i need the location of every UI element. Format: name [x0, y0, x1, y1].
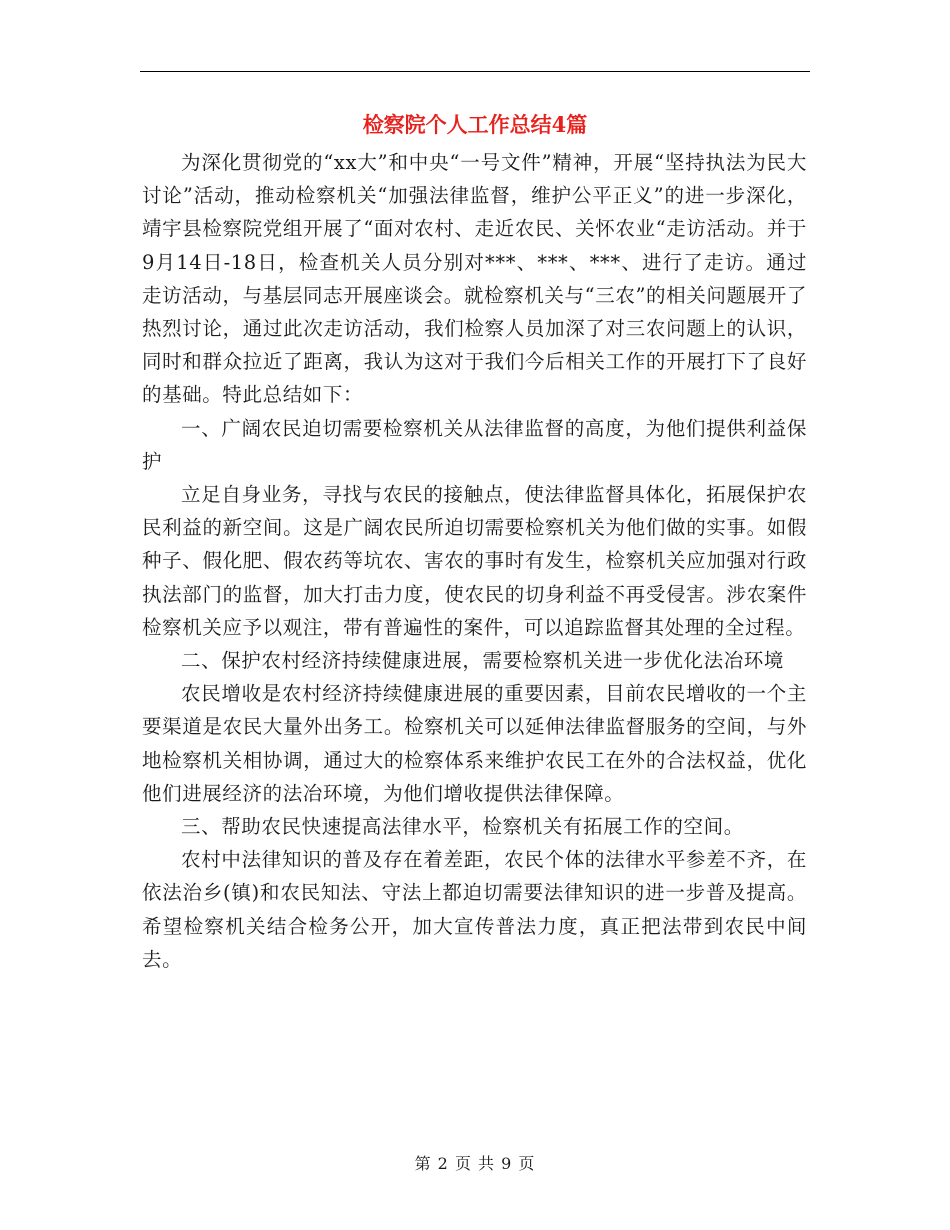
header-rule [140, 71, 810, 72]
section-heading-3: 三、帮助农民快速提高法律水平，检察机关有拓展工作的空间。 [181, 815, 744, 839]
intro-paragraph: 为深化贯彻党的“xx大”和中央“一号文件”精神，开展“坚持执法为民大讨论”活动，推动检察机关“加强法律监督，维护公平正义”的进一步深化，靖宇县检察院党组开展了“面对农村、走近农民、关怀农业“走访活动。并于9月14日-18日，检查机关人员分别对***、***、***、进行了走访。通过走访活动，与基层同志开展座谈会。就检察机关与“三农”的相关问题展开了热烈讨论，通过此次走访活动，我们检察人员加深了对三农问题上的认识，同时和群众拉近了距离，我认为这对于我们今后相关工作的开展打下了良好的基础。特此总结如下： [142, 151, 807, 407]
section-heading-2: 二、保护农村经济持续健康进展，需要检察机关进一步优化法冶环境 [181, 649, 785, 673]
page-number: 第 2 页 共 9 页 [414, 1154, 536, 1173]
document-body [142, 146, 807, 976]
document-title: 检察院个人工作总结4篇 [362, 112, 588, 137]
section-body-3: 农村中法律知识的普及存在着差距，农民个体的法律水平参差不齐，在依法治乡(镇)和农民知法、守法上都迫切需要法律知识的进一步普及提高。希望检察机关结合检务公开，加大宣传普法力度，真正把法带到农民中间去。 [142, 848, 807, 971]
section-heading-1: 一、广阔农民迫切需要检察机关从法律监督的高度，为他们提供利益保护 [142, 416, 807, 473]
section-body-1: 立足自身业务，寻找与农民的接触点，使法律监督具体化，拓展保护农民利益的新空间。这是广阔农民所迫切需要检察机关为他们做的实事。如假种子、假化肥、假农药等坑农、害农的事时有发生，检察机关应加强对行政执法部门的监督，加大打击力度，使农民的切身利益不再受侵害。涉农案件检察机关应予以观注，带有普遍性的案件，可以追踪监督其处理的全过程。 [142, 483, 807, 639]
section-body-2: 农民增收是农村经济持续健康进展的重要因素，目前农民增收的一个主要渠道是农民大量外出务工。检察机关可以延伸法律监督服务的空间，与外地检察机关相协调，通过大的检察体系来维护农民工在外的合法权益，优化他们进展经济的法冶环境，为他们增收提供法律保障。 [142, 682, 807, 805]
